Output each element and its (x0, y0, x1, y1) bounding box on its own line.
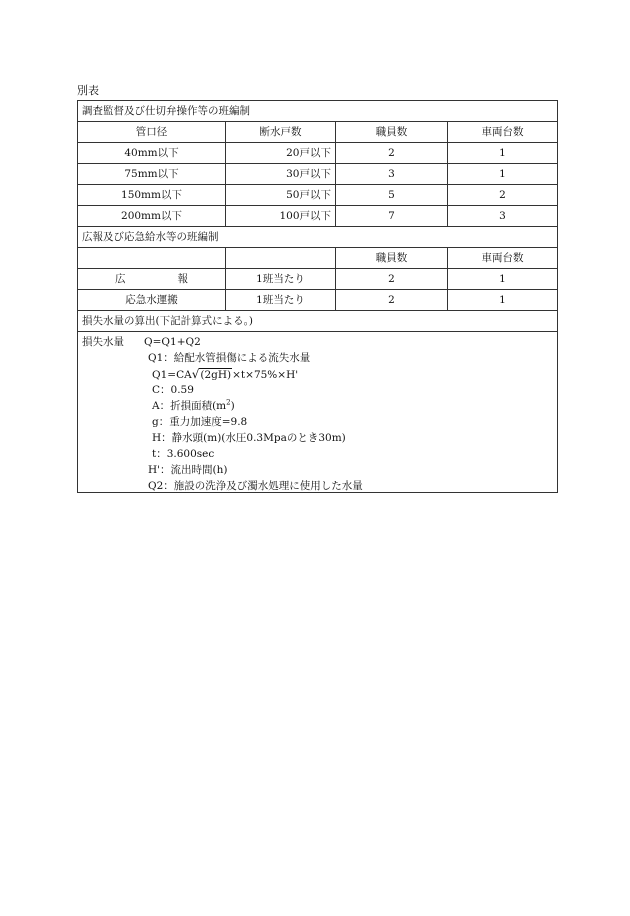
staff-cell: 2 (336, 290, 448, 311)
staff-cell: 3 (336, 164, 448, 185)
q1-prefix: Q1=CA (152, 369, 192, 381)
header-blank (226, 248, 336, 269)
public-relations-cell (78, 269, 226, 290)
a-definition-text: A：折損面積(m (152, 400, 227, 412)
households-cell: 20戸以下 (226, 143, 336, 164)
table-row (78, 143, 558, 164)
header-blank (78, 248, 226, 269)
header-vehicles: 車両台数 (448, 248, 558, 269)
vehicles-cell: 1 (448, 164, 558, 185)
staffing-table (77, 100, 558, 493)
q1-formula (82, 364, 553, 380)
vehicles-cell: 1 (448, 290, 558, 311)
vehicles-cell: 2 (448, 185, 558, 206)
emergency-water-cell: 応急水運搬 (78, 290, 226, 311)
staff-cell: 7 (336, 206, 448, 227)
staff-cell: 2 (336, 269, 448, 290)
households-cell: 30戸以下 (226, 164, 336, 185)
q1-root: (2gH) (200, 369, 232, 381)
unit-cell: 1班当たり (226, 269, 336, 290)
pipe-diameter-cell: 200mm以下 (78, 206, 226, 227)
q1-description: Q1：給配水管損傷による流失水量 (148, 352, 311, 364)
a-definition (82, 396, 553, 412)
section1-title-row (78, 101, 558, 122)
table-row (78, 290, 558, 311)
public-relations-right: 報 (177, 273, 188, 285)
vehicles-cell: 1 (448, 143, 558, 164)
vehicles-cell: 1 (448, 269, 558, 290)
formula-main-line (82, 332, 553, 348)
c-definition: C：0.59 (152, 384, 194, 396)
a-definition-end: ) (230, 400, 235, 412)
q1-suffix: ×t×75%×H' (232, 369, 299, 381)
formula-row (78, 332, 558, 493)
header-outage-households: 断水戸数 (226, 122, 336, 143)
sqrt-icon: √ (191, 367, 200, 381)
table-row (78, 269, 558, 290)
section2-title-row (78, 227, 558, 248)
vehicles-cell: 3 (448, 206, 558, 227)
caption: 別表 (77, 84, 99, 97)
section2-title: 広報及び応急給水等の班編制 (78, 227, 558, 248)
public-relations-left: 広 (115, 273, 126, 285)
header-pipe-diameter: 管口径 (78, 122, 226, 143)
staff-cell: 2 (336, 143, 448, 164)
pipe-diameter-cell: 75mm以下 (78, 164, 226, 185)
staff-cell: 5 (336, 185, 448, 206)
section2-header-row (78, 248, 558, 269)
h-prime-definition: H'：流出時間(h) (148, 464, 228, 476)
table-row (78, 185, 558, 206)
pipe-diameter-cell: 40mm以下 (78, 143, 226, 164)
header-staff: 職員数 (336, 248, 448, 269)
h-definition: H：静水頭(m)(水圧0.3Mpaのとき30m) (152, 432, 346, 444)
section3-title-row (78, 311, 558, 332)
table-row (78, 206, 558, 227)
households-cell: 50戸以下 (226, 185, 336, 206)
table-row (78, 164, 558, 185)
section3-title: 損失水量の算出(下記計算式による。) (78, 311, 558, 332)
header-staff: 職員数 (336, 122, 448, 143)
formula-label: 損失水量 (82, 336, 124, 348)
t-definition: t：3.600sec (152, 448, 215, 460)
households-cell: 100戸以下 (226, 206, 336, 227)
section1-header-row (78, 122, 558, 143)
g-definition: g：重力加速度=9.8 (152, 416, 248, 428)
a-definition-superscript: 2 (226, 398, 231, 407)
q2-definition: Q2：施設の洗浄及び濁水処理に使用した水量 (148, 480, 363, 492)
section1-title: 調査監督及び仕切弁操作等の班編制 (78, 101, 558, 122)
unit-cell: 1班当たり (226, 290, 336, 311)
formula-block (78, 332, 558, 493)
header-vehicles: 車両台数 (448, 122, 558, 143)
formula-main: Q=Q1+Q2 (144, 336, 201, 348)
pipe-diameter-cell: 150mm以下 (78, 185, 226, 206)
